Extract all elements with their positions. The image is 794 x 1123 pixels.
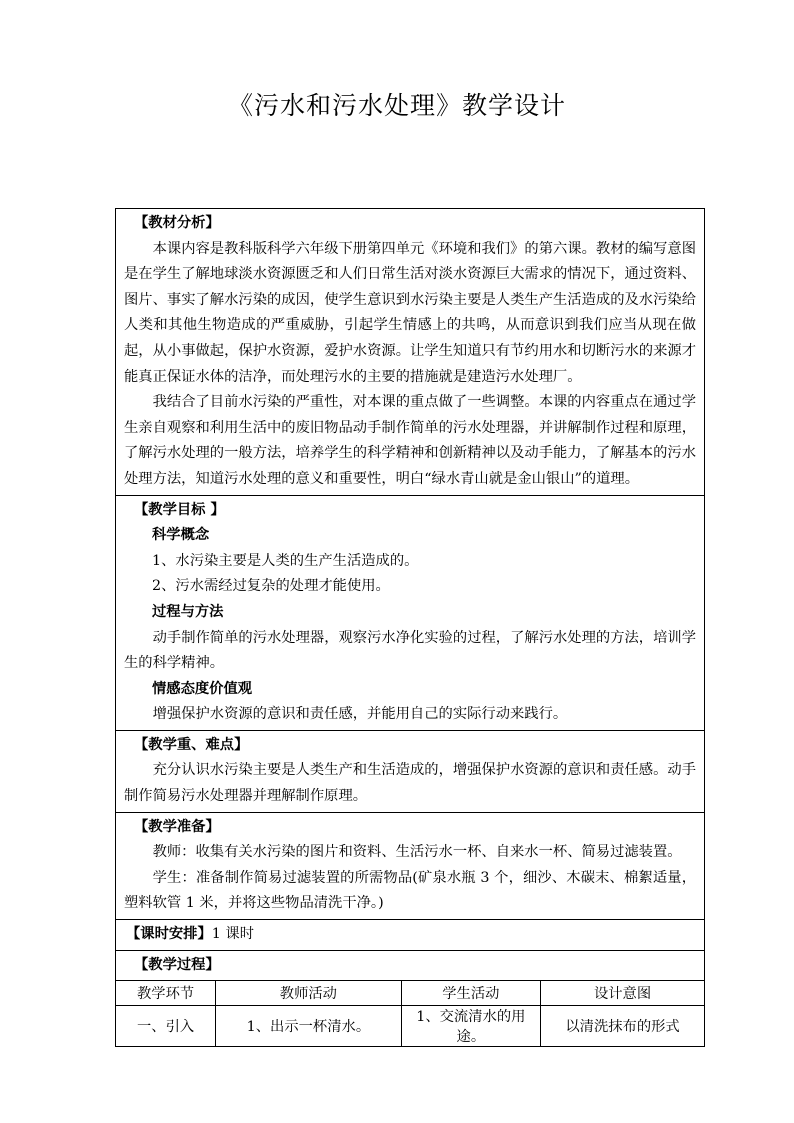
attitude-heading: 情感态度价值观 <box>152 680 253 697</box>
row-student: 1、交流清水的用途。 <box>401 1006 541 1047</box>
analysis-paragraph-1: 本课内容是教科版科学六年级下册第四单元《环境和我们》的第六课。教材的编写意图是在学生了解地球淡水资源匮乏和人们日常生活对淡水资源巨大需求的情况下，通过资料、图片、事实了解水污染的成因，使学生意识到水污染主要是人类生产生活造成的及水污染给人类和其他生物造成的严重威胁，引起学生情感上的共鸣，从而意识到我们应当从现在做起，从小事做起，保护水资源，爱护水资源。让学生知道只有节约用水和切断污水的来源才能真正保证水体的洁净，而处理污水的主要的措施就是建造污水处理厂。 <box>124 240 696 385</box>
key-text: 充分认识水污染主要是人类生产和生活造成的，增强保护水资源的意识和责任感。动手制作简易污水处理器并理解制作原理。 <box>124 762 696 805</box>
analysis-heading: 【教材分析】 <box>134 215 220 231</box>
lesson-plan-box <box>115 208 705 1047</box>
prep-teacher: 教师：收集有关水污染的图片和资料、生活污水一杯、自来水一杯、简易过滤装置。 <box>152 844 682 861</box>
section-time <box>116 920 704 951</box>
col-header-intent: 设计意图 <box>541 981 704 1006</box>
section-goals <box>116 496 704 731</box>
prep-student: 学生：准备制作简易过滤装置的所需物品(矿泉水瓶 3 个，细沙、木碳末、棉絮适量，塑料软管 1 米，并将这些物品清洗干净。) <box>124 869 696 912</box>
process-header-row <box>116 981 704 1006</box>
attitude-text: 增强保护水资源的意识和责任感，并能用自己的实际行动来践行。 <box>152 706 568 723</box>
goals-heading: 【教学目标 】 <box>134 501 225 518</box>
col-header-student: 学生活动 <box>401 981 541 1006</box>
col-header-stage: 教学环节 <box>116 981 216 1006</box>
process-table <box>116 981 704 1046</box>
concept-item-2: 2、污水需经过复杂的处理才能使用。 <box>152 578 390 595</box>
section-preparation <box>116 813 704 920</box>
analysis-paragraph-2: 我结合了目前水污染的严重性，对本课的重点做了一些调整。本课的内容重点在通过学生亲自观察和利用生活中的废旧物品动手制作简单的污水处理器，并讲解制作过程和原理，了解污水处理的一般方法，培养学生的科学精神和创新精神以及动手能力，了解基本的污水处理方法，知道污水处理的意义和重要性，明白“绿水青山就是金山银山”的道理。 <box>124 394 696 487</box>
section-process-heading <box>116 951 704 982</box>
col-header-teacher: 教师活动 <box>216 981 401 1006</box>
method-heading: 过程与方法 <box>152 603 224 620</box>
concept-heading: 科学概念 <box>152 527 210 544</box>
method-text: 动手制作简单的污水处理器，观察污水净化实验的过程，了解污水处理的方法，培训学生的科学精神。 <box>124 629 696 672</box>
key-heading: 【教学重、难点】 <box>134 736 249 753</box>
concept-item-1: 1、水污染主要是人类的生产生活造成的。 <box>152 552 419 569</box>
process-heading: 【教学过程】 <box>134 956 220 973</box>
row-intent: 以清洗抹布的形式 <box>565 1019 680 1036</box>
time-heading: 【课时安排】 <box>126 926 212 943</box>
row-stage: 一、引入 <box>116 1006 216 1047</box>
time-value: 1 课时 <box>211 926 255 943</box>
document-title: 《污水和污水处理》教学设计 <box>227 91 566 120</box>
prep-heading: 【教学准备】 <box>134 818 220 835</box>
section-analysis <box>116 209 704 496</box>
row-teacher: 1、出示一杯清水。 <box>216 1006 401 1047</box>
section-key-points <box>116 731 704 813</box>
table-row <box>116 1006 704 1047</box>
